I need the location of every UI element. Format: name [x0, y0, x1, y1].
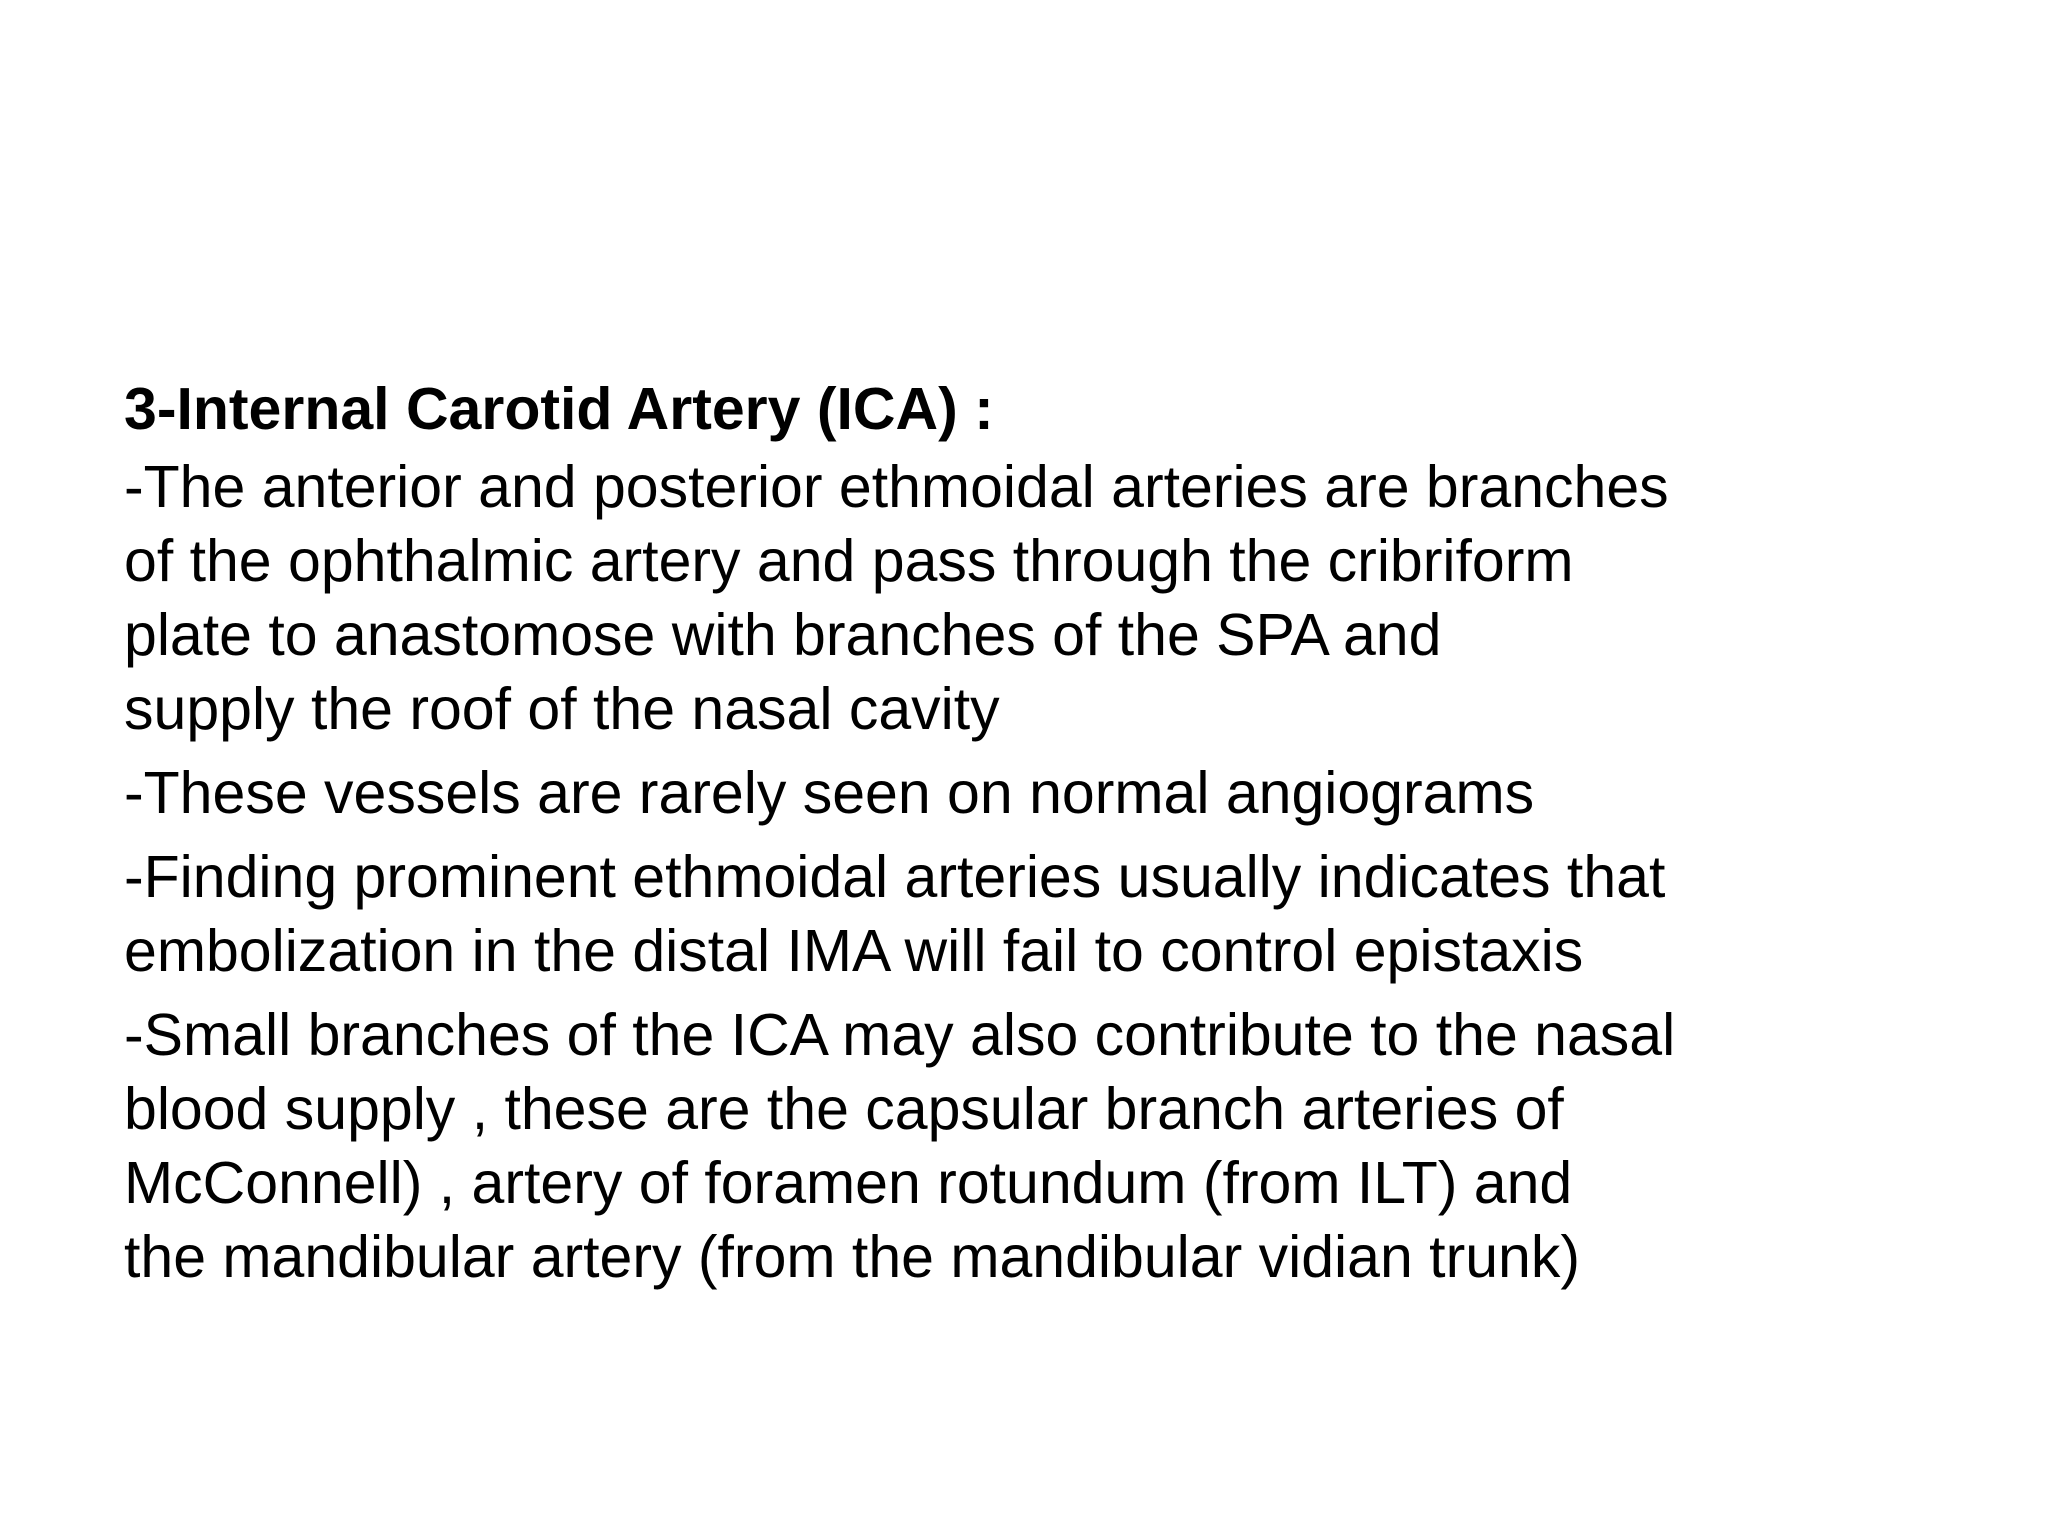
- bullet-line: McConnell) , artery of foramen rotundum (from ILT) and: [124, 1150, 1573, 1216]
- bullet-ethmoidal-arteries: [124, 450, 1984, 746]
- bullet-line: embolization in the distal IMA will fail to control epistaxis: [124, 918, 1584, 984]
- bullet-line: -Small branches of the ICA may also contribute to the nasal: [124, 1002, 1676, 1068]
- bullet-embolization: [124, 840, 1984, 988]
- bullet-line: the mandibular artery (from the mandibular vidian trunk): [124, 1224, 1580, 1290]
- bullet-line: blood supply , these are the capsular branch arteries of: [124, 1076, 1564, 1142]
- bullet-angiograms: [124, 756, 1984, 830]
- bullet-line: of the ophthalmic artery and pass through the cribriform: [124, 528, 1574, 594]
- bullet-line: -These vessels are rarely seen on normal angiograms: [124, 760, 1535, 826]
- bullet-line: plate to anastomose with branches of the SPA and: [124, 602, 1442, 668]
- slide-heading: 3-Internal Carotid Artery (ICA) :: [124, 376, 994, 442]
- slide-content: [124, 372, 1984, 1304]
- bullet-line: -Finding prominent ethmoidal arteries usually indicates that: [124, 844, 1666, 910]
- bullet-small-branches: [124, 998, 1984, 1294]
- bullet-line: -The anterior and posterior ethmoidal arteries are branches: [124, 454, 1669, 520]
- bullet-line: supply the roof of the nasal cavity: [124, 676, 1000, 742]
